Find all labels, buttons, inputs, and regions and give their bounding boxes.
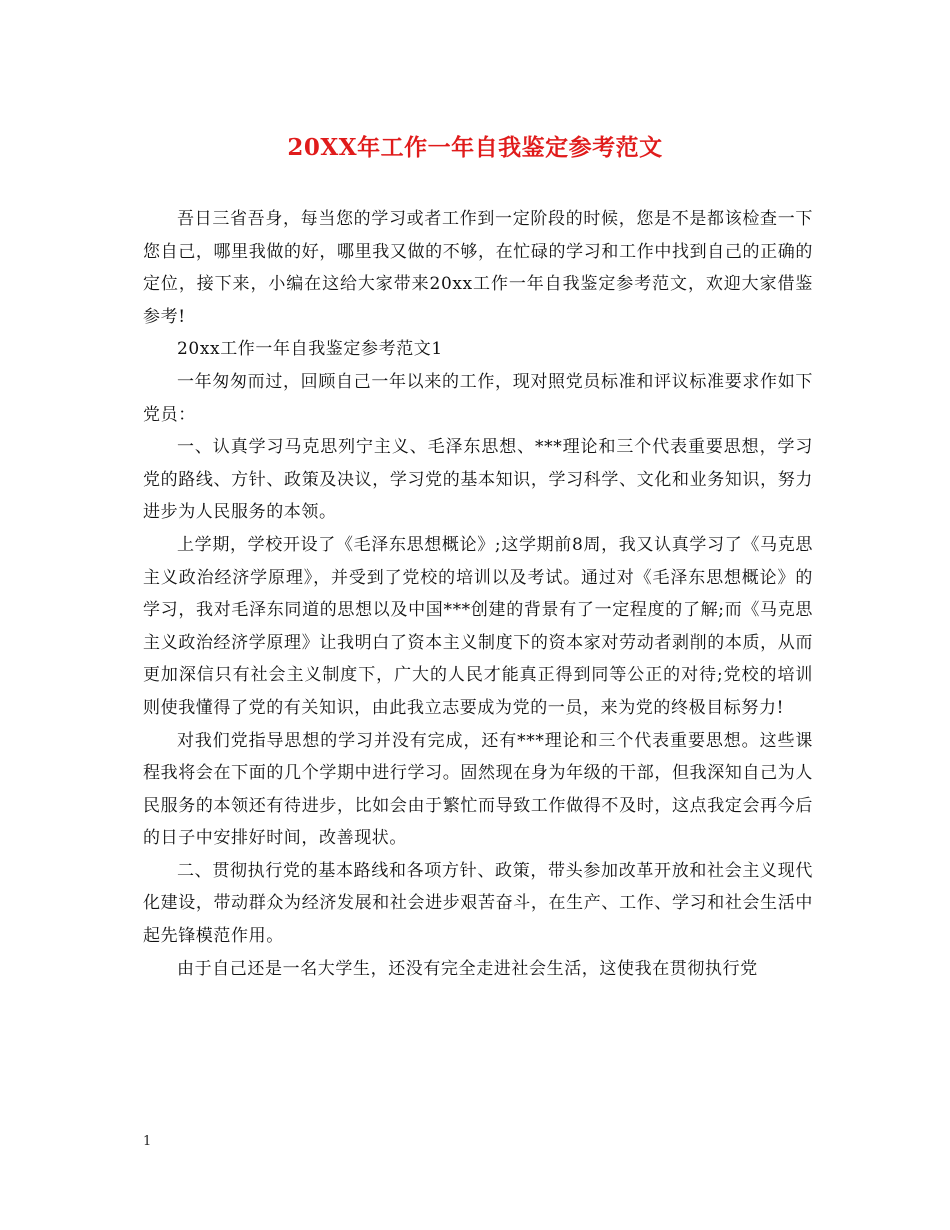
- paragraph-study: 上学期，学校开设了《毛泽东思想概论》;这学期前8周，我又认真学习了《马克思主义政治经济学原理》，并受到了党校的培训以及考试。通过对《毛泽东思想概论》的学习，我对毛泽东同道的思想以及中国***创建的背景有了一定程度的了解;而《马克思主义政治经济学原理》让我明白了资本主义制度下的资本家对劳动者剥削的本质，从而更加深信只有社会主义制度下，广大的人民才能真正得到同等公正的对待;党校的培训则使我懂得了党的有关知识，由此我立志要成为党的一员，来为党的终极目标努力!: [143, 534, 813, 718]
- paragraph-point-two: 二、贯彻执行党的基本路线和各项方针、政策，带头参加改革开放和社会主义现代化建设，带动群众为经济发展和社会进步艰苦奋斗，在生产、工作、学习和社会生活中起先锋模范作用。: [143, 860, 813, 947]
- document-title: 20XX年工作一年自我鉴定参考范文: [287, 134, 663, 161]
- document-body: [143, 203, 813, 985]
- paragraph-subheading: 20xx工作一年自我鉴定参考范文1: [177, 339, 443, 360]
- paragraph-opening: 一年匆匆而过，回顾自己一年以来的工作，现对照党员标准和评议标准要求作如下党员：: [143, 371, 813, 425]
- paragraph-guiding-thought: 对我们党指导思想的学习并没有完成，还有***理论和三个代表重要思想。这些课程我将会在下面的几个学期中进行学习。固然现在身为年级的干部，但我深知自己为人民服务的本领还有待进步，比如会由于繁忙而导致工作做得不及时，这点我定会再今后的日子中安排好时间，改善现状。: [143, 730, 813, 849]
- paragraph-intro: 吾日三省吾身，每当您的学习或者工作到一定阶段的时候，您是不是都该检查一下您自己，哪里我做的好，哪里我又做的不够，在忙碌的学习和工作中找到自己的正确的定位，接下来，小编在这给大家带来20xx工作一年自我鉴定参考范文，欢迎大家借鉴参考!: [143, 209, 813, 327]
- paragraph-point-one: 一、认真学习马克思列宁主义、毛泽东思想、***理论和三个代表重要思想，学习党的路线、方针、政策及决议，学习党的基本知识，学习科学、文化和业务知识，努力进步为人民服务的本领。: [143, 437, 813, 523]
- page-number: 1: [143, 1134, 152, 1149]
- paragraph-student: 由于自己还是一名大学生，还没有完全走进社会生活，这使我在贯彻执行党: [177, 958, 758, 979]
